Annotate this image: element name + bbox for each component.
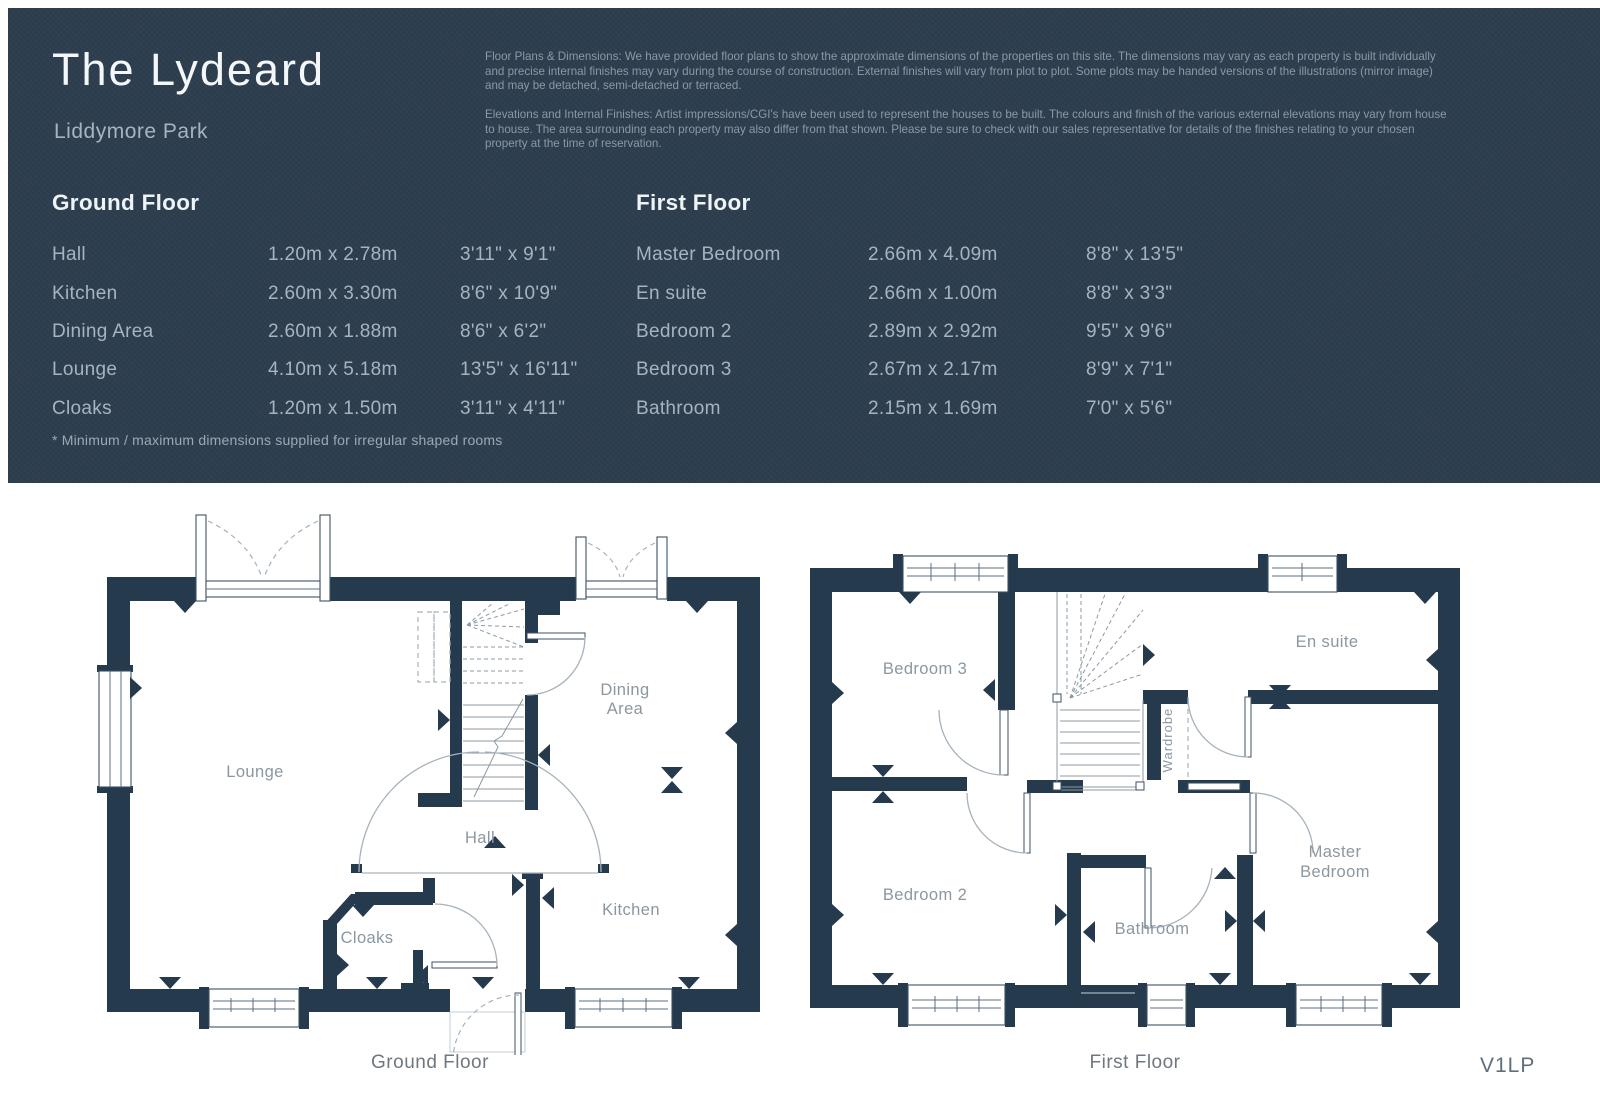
imperial-dims: 7'0" x 5'6" — [1086, 397, 1173, 419]
imperial-dims: 8'6" x 6'2" — [460, 320, 547, 342]
room-name: Lounge — [52, 359, 118, 381]
room-name: Bedroom 3 — [636, 359, 732, 381]
imperial-dims: 8'8" x 13'5" — [1086, 244, 1184, 266]
room-label-bedroom2: Bedroom 2 — [882, 886, 968, 904]
room-label-lounge: Lounge — [226, 763, 284, 781]
dimensions-footnote: * Minimum / maximum dimensions supplied for irregular shaped rooms — [52, 432, 503, 448]
room-label-dining-2: Area — [606, 700, 644, 718]
header-panel — [8, 8, 1600, 483]
table-row — [636, 274, 1246, 312]
first-floor-dimension-table — [636, 236, 1246, 428]
room-label-bathroom: Bathroom — [1114, 920, 1190, 938]
metric-dims: 2.67m x 2.17m — [868, 359, 998, 381]
table-row — [52, 236, 620, 274]
room-name: En suite — [636, 282, 708, 304]
gf-walls — [97, 577, 760, 1029]
disclaimer-floorplans: Floor Plans & Dimensions: We have provided floor plans to show the approximate dimensions of the properties on this site. The dimensions may vary as each property is built individually and precise internal finishes may vary during the course of construction. External finishes will vary from plot to plot. Some plots may be handed versions of the illustrations (mirror image) and may be detached, semi-detached or terraced. — [485, 50, 1436, 93]
imperial-dims: 8'6" x 10'9" — [460, 282, 558, 304]
table-row — [636, 236, 1246, 274]
room-label-hall: Hall — [464, 829, 496, 847]
imperial-dims: 9'5" x 9'6" — [1086, 320, 1173, 342]
room-label-ensuite: En suite — [1295, 633, 1359, 651]
table-row — [52, 390, 620, 428]
room-label-bedroom3: Bedroom 3 — [882, 660, 968, 678]
room-name: Kitchen — [52, 282, 118, 304]
ff-doors — [939, 697, 1313, 993]
development-name: Liddymore Park — [54, 120, 209, 143]
room-label-dining-1: Dining — [600, 681, 650, 699]
metric-dims: 2.89m x 2.92m — [868, 320, 998, 342]
metric-dims: 1.20m x 2.78m — [268, 244, 398, 266]
room-name: Bathroom — [636, 397, 721, 419]
page-title: The Lydeard — [52, 44, 325, 95]
table-row — [636, 351, 1246, 389]
imperial-dims: 13'5" x 16'11" — [460, 359, 578, 381]
metric-dims: 2.66m x 1.00m — [868, 282, 998, 304]
table-row — [52, 274, 620, 312]
ground-floor-heading: Ground Floor — [52, 190, 200, 215]
metric-dims: 4.10m x 5.18m — [268, 359, 398, 381]
room-name: Hall — [52, 244, 86, 266]
room-label-kitchen: Kitchen — [602, 901, 660, 919]
room-label-wardrobe: Wardrobe — [1160, 707, 1175, 773]
room-label-master-1: Master — [1308, 843, 1362, 861]
ground-floor-plan-drawing — [95, 505, 765, 1055]
table-row — [52, 313, 620, 351]
room-name: Cloaks — [52, 397, 112, 419]
table-row — [636, 313, 1246, 351]
ground-floor-caption: Ground Floor — [371, 1052, 489, 1073]
metric-dims: 2.60m x 3.30m — [268, 282, 398, 304]
metric-dims: 2.60m x 1.88m — [268, 320, 398, 342]
disclaimer-elevations: Elevations and Internal Finishes: Artist impressions/CGI's have been used to represent the houses to be built. The colours and finish of the various external elevations may vary from house to house. The area surrounding each property may also differ from that shown. Please be sure to check with our sales representative for details of the finishes relating to your chosen property at the time of reservation. — [485, 108, 1447, 151]
first-floor-plan-drawing — [805, 548, 1465, 1048]
room-label-cloaks: Cloaks — [340, 929, 394, 947]
room-name: Bedroom 2 — [636, 320, 732, 342]
imperial-dims: 3'11" x 4'11" — [460, 397, 566, 419]
metric-dims: 1.20m x 1.50m — [268, 397, 398, 419]
first-floor-heading: First Floor — [636, 190, 751, 215]
room-label-master-2: Bedroom — [1300, 863, 1370, 881]
room-name: Dining Area — [52, 320, 154, 342]
table-row — [636, 390, 1246, 428]
table-row — [52, 351, 620, 389]
imperial-dims: 8'9" x 7'1" — [1086, 359, 1173, 381]
version-code: V1LP — [1480, 1054, 1536, 1077]
metric-dims: 2.15m x 1.69m — [868, 397, 998, 419]
first-floor-caption: First Floor — [1089, 1052, 1181, 1073]
metric-dims: 2.66m x 4.09m — [868, 244, 998, 266]
ground-floor-dimension-table — [52, 236, 620, 428]
gf-stairs — [418, 603, 524, 801]
imperial-dims: 8'8" x 3'3" — [1086, 282, 1173, 304]
ff-stairs — [1053, 592, 1144, 790]
room-name: Master Bedroom — [636, 244, 781, 266]
imperial-dims: 3'11" x 9'1" — [460, 244, 556, 266]
